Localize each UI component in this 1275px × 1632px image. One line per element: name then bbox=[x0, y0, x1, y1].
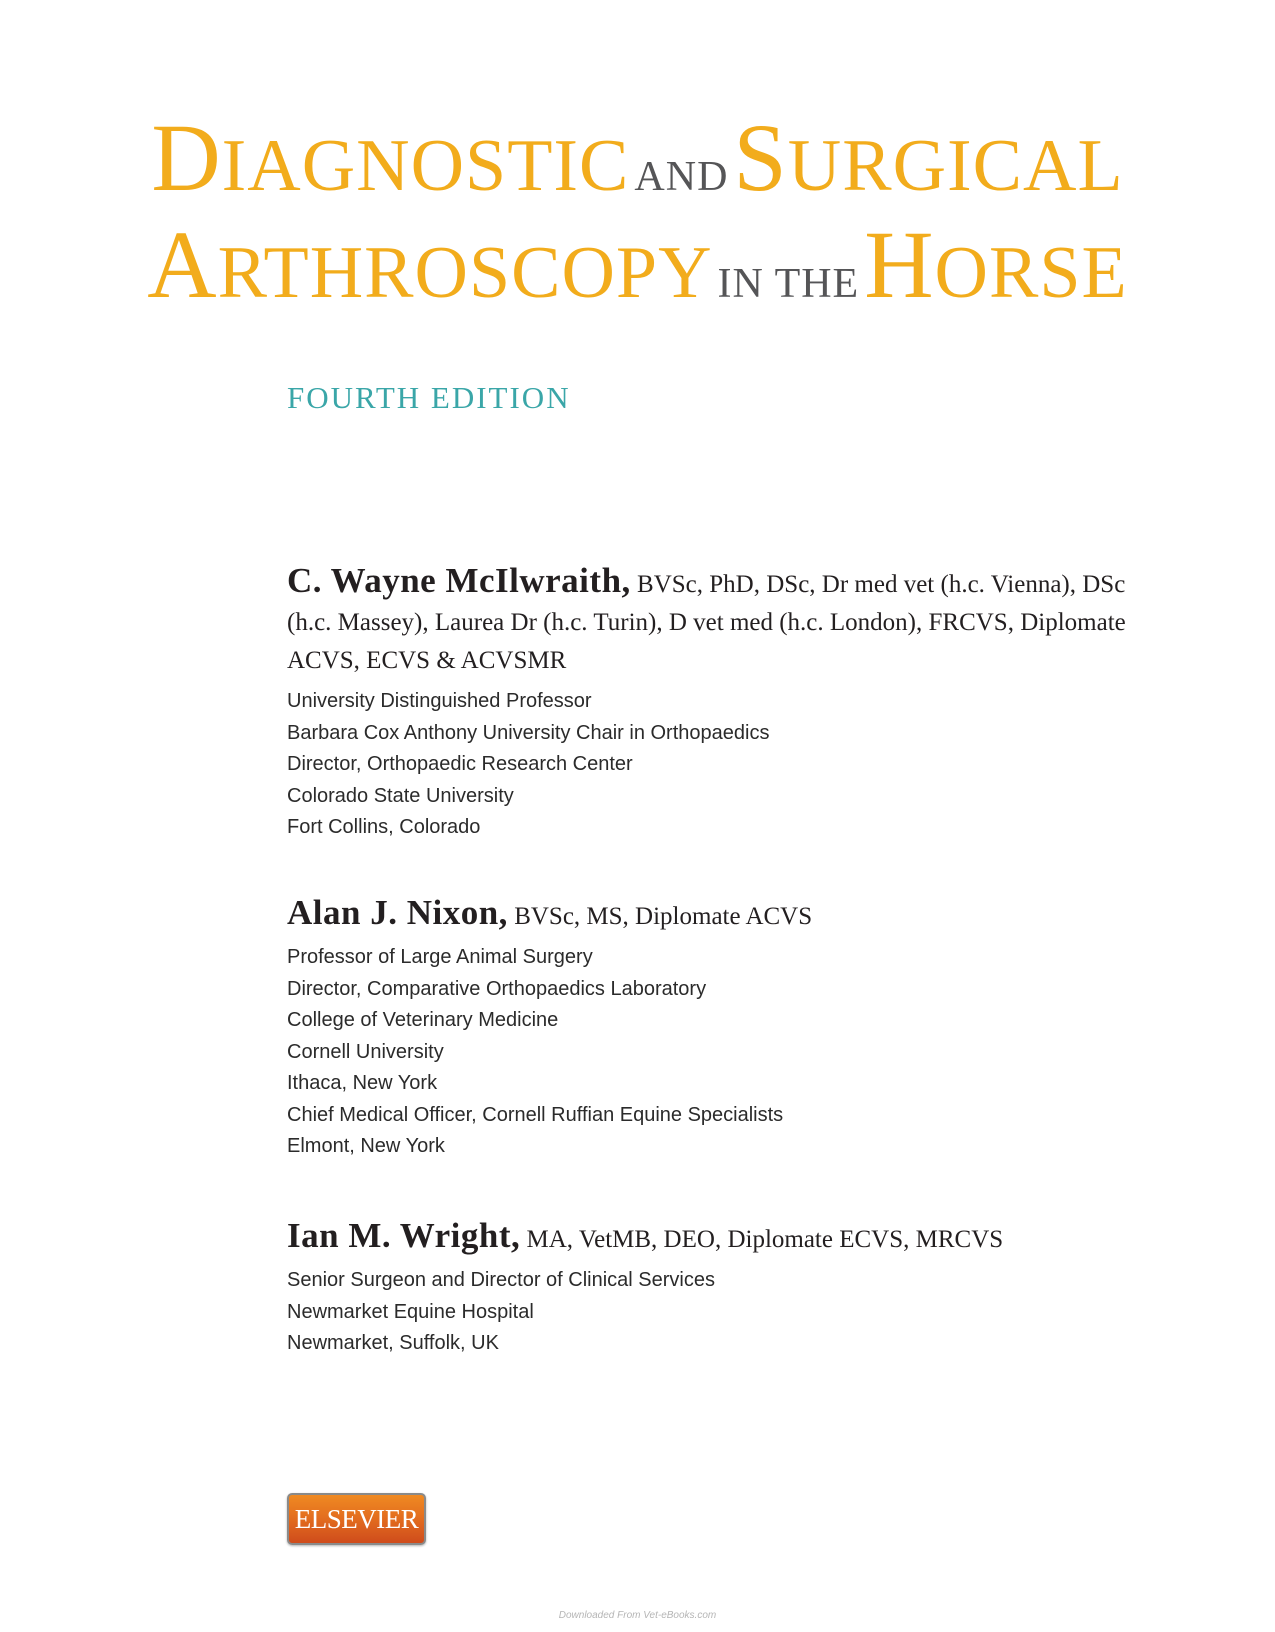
affiliation-line: Chief Medical Officer, Cornell Ruffian Equine Specialists bbox=[287, 1103, 784, 1126]
title-initial-s: S bbox=[733, 104, 788, 211]
download-footer-note: Downloaded From Vet-eBooks.com bbox=[558, 1610, 717, 1621]
affiliation-line: Barbara Cox Anthony University Chair in Orthopaedics bbox=[287, 721, 770, 744]
affiliation-line: Cornell University bbox=[287, 1040, 444, 1063]
author-name: Ian M. Wright, bbox=[287, 1216, 521, 1255]
affiliation-line: Fort Collins, Colorado bbox=[287, 816, 481, 838]
author-heading bbox=[287, 562, 1127, 680]
author-credentials: MA, VetMB, DEO, Diplomate ECVS, MRCVS bbox=[526, 1226, 1004, 1253]
book-title-line-1 bbox=[0, 104, 1275, 211]
author-heading bbox=[287, 1217, 1127, 1259]
title-initial-a: A bbox=[147, 211, 218, 318]
author-name: C. Wayne McIlwraith, bbox=[287, 561, 631, 600]
elsevier-logo: ELSEVIER bbox=[287, 1493, 426, 1545]
title-initial-d: D bbox=[151, 104, 222, 211]
book-title-line-2 bbox=[0, 211, 1275, 318]
title-connector-and: AND bbox=[634, 154, 729, 200]
title-connector-in-the: IN THE bbox=[717, 261, 860, 307]
author-block bbox=[287, 1217, 1127, 1360]
affiliation-list bbox=[287, 942, 1127, 1163]
affiliation-line: Colorado State University bbox=[287, 784, 514, 807]
affiliation-line: Director, Comparative Orthopaedics Laboratory bbox=[287, 977, 707, 1000]
affiliation-line: College of Veterinary Medicine bbox=[287, 1009, 559, 1031]
title-word-surgical: URGICAL bbox=[787, 125, 1124, 207]
affiliation-list bbox=[287, 686, 1127, 844]
affiliation-line: Professor of Large Animal Surgery bbox=[287, 946, 593, 968]
edition-label: FOURTH EDITION bbox=[287, 380, 571, 415]
affiliation-line: Ithaca, New York bbox=[287, 1072, 438, 1094]
affiliation-list bbox=[287, 1265, 1127, 1360]
title-initial-h: H bbox=[864, 211, 935, 318]
affiliation-line: University Distinguished Professor bbox=[287, 690, 592, 712]
author-credentials: BVSc, PhD, DSc, Dr med vet (h.c. Vienna), DSc (h.c. Massey), Laurea Dr (h.c. Turin), D vet med (h.c. London), FRCVS, Diplomate ACVS, ECVS & ACVSMR bbox=[287, 571, 1126, 674]
affiliation-line: Director, Orthopaedic Research Center bbox=[287, 753, 633, 775]
author-credentials: BVSc, MS, Diplomate ACVS bbox=[514, 903, 813, 930]
affiliation-line: Elmont, New York bbox=[287, 1135, 445, 1157]
author-name: Alan J. Nixon, bbox=[287, 893, 508, 932]
author-block bbox=[287, 894, 1127, 1163]
affiliation-line: Newmarket, Suffolk, UK bbox=[287, 1332, 499, 1354]
author-heading bbox=[287, 894, 1127, 936]
title-word-diagnostic: IAGNOSTIC bbox=[221, 125, 630, 207]
title-word-horse: ORSE bbox=[934, 232, 1128, 314]
author-block bbox=[287, 562, 1127, 844]
affiliation-line: Senior Surgeon and Director of Clinical Services bbox=[287, 1269, 715, 1291]
affiliation-line: Newmarket Equine Hospital bbox=[287, 1300, 534, 1323]
title-word-arthroscopy: RTHROSCOPY bbox=[217, 232, 713, 314]
